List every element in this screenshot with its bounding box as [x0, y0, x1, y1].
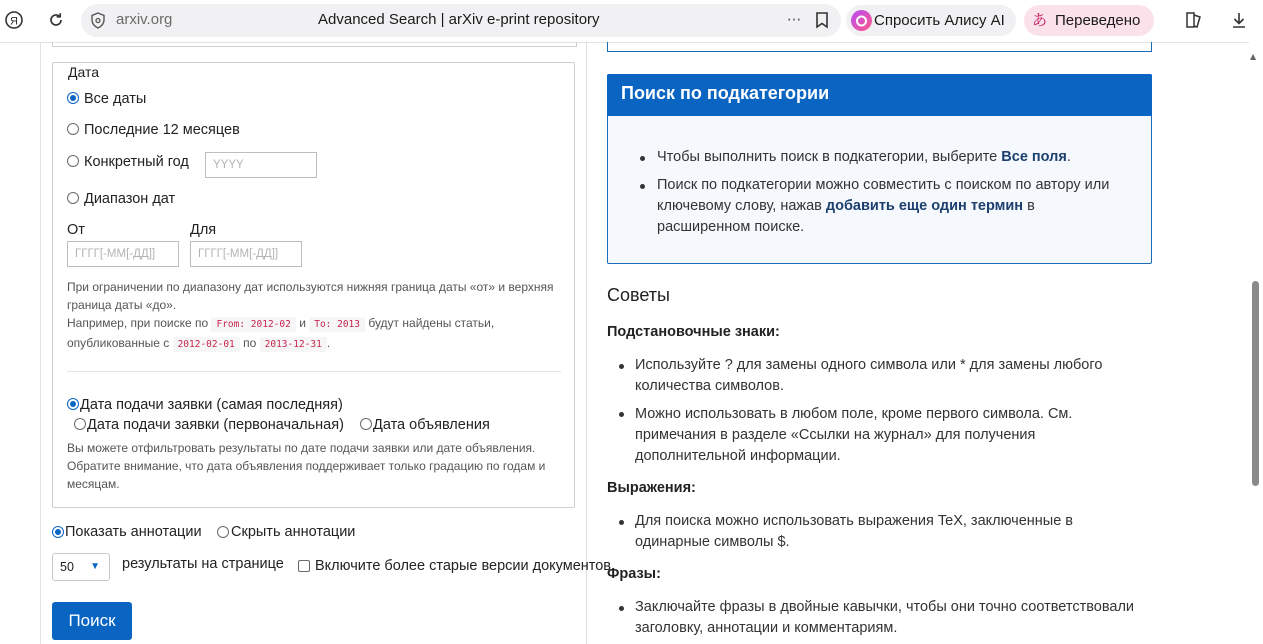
- page-title: Advanced Search | arXiv e-print repository: [318, 11, 600, 28]
- code-from: From: 2012-02: [211, 317, 295, 332]
- label-date-range[interactable]: Диапазон дат: [84, 191, 176, 207]
- label-specific-year[interactable]: Конкретный год: [84, 154, 189, 170]
- add-term-link[interactable]: добавить еще один термин: [825, 198, 1024, 214]
- phrases-heading: Фразы:: [607, 566, 661, 582]
- subcategory-title: Поиск по подкатегории: [621, 83, 830, 103]
- to-date-input[interactable]: ГГГГ[-ММ[-ДД]]: [190, 241, 302, 267]
- subcategory-tip-1: Чтобы выполнить поиск в подкатегории, выберите Все поля.: [657, 149, 1071, 165]
- bookmark-icon[interactable]: [812, 10, 832, 30]
- alice-icon: [851, 10, 872, 31]
- radio-date-range[interactable]: [67, 192, 79, 204]
- radio-specific-year[interactable]: [67, 155, 79, 167]
- label-submitted-recent[interactable]: Дата подачи заявки (самая последняя): [80, 397, 343, 413]
- include-older-versions-label[interactable]: Включите более старые версии документов: [315, 558, 612, 574]
- wildcards-tip-1: Используйте ? для замены одного символа или * для замены любого количества символов.: [635, 357, 1103, 394]
- browser-toolbar: [0, 0, 1263, 43]
- code-start: 2012-02-01: [173, 337, 240, 352]
- date-legend: Дата: [68, 64, 100, 80]
- download-icon[interactable]: [1229, 10, 1249, 30]
- svg-text:Я: Я: [10, 15, 18, 28]
- bullet-icon: [640, 184, 645, 189]
- date-range-help: При ограничении по диапазону дат используются нижняя граница даты «от» и верхняя граница даты «до». Например, при поиске по From: 2012-02 и To: 2013 будут найдены статьи, опубликованные с 2012-02-01 по 2013-12-31 .: [67, 280, 554, 350]
- expressions-tip-1: Для поиска можно использовать выражения TeX, заключенные в одинарные символы $.: [635, 513, 1074, 550]
- from-label: От: [67, 222, 85, 238]
- column-divider: [586, 42, 587, 644]
- results-per-page-select[interactable]: 50 ▼: [52, 553, 110, 581]
- radio-show-abstracts[interactable]: [52, 526, 64, 538]
- label-hide-abstracts[interactable]: Скрыть аннотации: [231, 524, 356, 540]
- radio-hide-abstracts[interactable]: [217, 526, 229, 538]
- search-button[interactable]: Поиск: [52, 602, 132, 640]
- shield-icon[interactable]: [90, 12, 106, 33]
- bullet-icon: [619, 606, 624, 611]
- results-per-page-label: результаты на странице: [122, 556, 284, 572]
- label-past-12-months[interactable]: Последние 12 месяцев: [84, 122, 240, 138]
- code-end: 2013-12-31: [260, 337, 327, 352]
- label-announced[interactable]: Дата объявления: [373, 417, 490, 433]
- expressions-heading: Выражения:: [607, 480, 696, 496]
- tips-title: Советы: [607, 285, 670, 305]
- wildcards-tip-2: Можно использовать в любом поле, кроме первого символа. См. примечания в разделе «Ссылки на журнал» для получения дополнительной информации.: [635, 406, 1073, 464]
- translate-icon: あ: [1031, 12, 1047, 29]
- content-left-border: [40, 42, 41, 644]
- year-input[interactable]: YYYY: [205, 152, 317, 178]
- translated-button[interactable]: あ Переведено: [1024, 5, 1154, 36]
- date-type-help: Вы можете отфильтровать результаты по дате подачи заявки или дате объявления. Обратите внимание, что дата объявления поддерживает только градацию по годам и месяцам.: [67, 441, 546, 491]
- from-date-input[interactable]: ГГГГ[-ММ[-ДД]]: [67, 241, 179, 267]
- radio-past-12-months[interactable]: [67, 123, 79, 135]
- yandex-icon[interactable]: [4, 10, 24, 30]
- previous-fieldset-edge: [52, 42, 577, 47]
- radio-all-dates[interactable]: [67, 92, 79, 104]
- radio-submitted-recent[interactable]: [67, 398, 79, 410]
- code-to: To: 2013: [309, 317, 365, 332]
- ask-alice-button[interactable]: Спросить Алису AI: [846, 5, 1016, 36]
- collections-icon[interactable]: [1184, 10, 1204, 30]
- bullet-icon: [619, 520, 624, 525]
- chevron-down-icon: ▼: [90, 561, 100, 572]
- radio-submitted-original[interactable]: [74, 418, 86, 430]
- label-show-abstracts[interactable]: Показать аннотации: [65, 524, 202, 540]
- fieldset-divider: [67, 371, 561, 372]
- phrases-tip-1: Заключайте фразы в двойные кавычки, чтобы они точно соответствовали заголовку, аннотации и комментариям.: [635, 599, 1135, 636]
- radio-announced[interactable]: [360, 418, 372, 430]
- bullet-icon: [619, 364, 624, 369]
- wildcards-heading: Подстановочные знаки:: [607, 324, 780, 340]
- label-submitted-original[interactable]: Дата подачи заявки (первоначальная): [87, 417, 344, 433]
- subcategory-tip-2: Поиск по подкатегории можно совместить с поиском по автору или ключевому слову, нажав добавить еще один термин в расширенном поиске.: [657, 177, 1110, 235]
- scroll-up-icon[interactable]: ▲: [1250, 52, 1257, 61]
- include-older-versions-checkbox[interactable]: [298, 560, 310, 572]
- previous-box-edge: [607, 42, 1152, 52]
- url-text[interactable]: arxiv.org: [116, 11, 173, 28]
- more-icon[interactable]: ···: [786, 11, 802, 29]
- bullet-icon: [640, 156, 645, 161]
- label-all-dates[interactable]: Все даты: [84, 91, 147, 107]
- reload-icon[interactable]: [46, 10, 66, 30]
- scrollbar-thumb[interactable]: [1252, 281, 1259, 486]
- to-label: Для: [190, 222, 217, 238]
- bullet-icon: [619, 412, 624, 417]
